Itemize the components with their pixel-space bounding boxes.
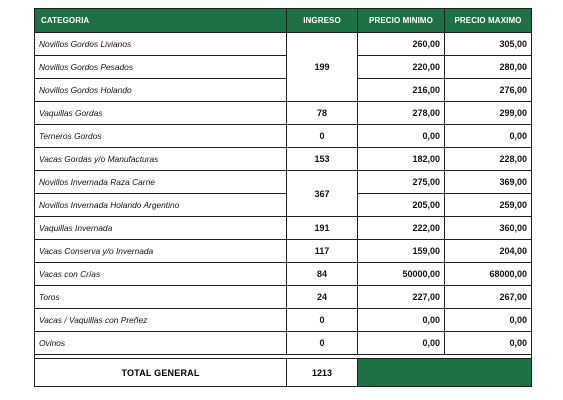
- total-row: [35, 359, 532, 387]
- precio-maximo-cell: 204,00: [445, 240, 532, 263]
- total-ingreso: 1213: [287, 359, 358, 387]
- precio-minimo-cell: 275,00: [358, 171, 445, 194]
- precio-maximo-cell: 0,00: [445, 125, 532, 148]
- ingreso-cell: 78: [287, 102, 358, 125]
- table-row: [35, 33, 532, 56]
- precio-minimo-cell: 0,00: [358, 125, 445, 148]
- precio-minimo-cell: 222,00: [358, 217, 445, 240]
- ingreso-cell: 24: [287, 286, 358, 309]
- categoria-cell: Terneros Gordos: [35, 125, 287, 148]
- ingreso-cell: 367: [287, 171, 358, 217]
- table-row: [35, 240, 532, 263]
- table-row: [35, 79, 532, 102]
- total-fill-cell: [358, 359, 532, 387]
- ingreso-cell: 84: [287, 263, 358, 286]
- table-header-row: [35, 9, 532, 33]
- precio-minimo-cell: 220,00: [358, 56, 445, 79]
- precio-minimo-cell: 216,00: [358, 79, 445, 102]
- precio-minimo-cell: 0,00: [358, 332, 445, 355]
- table-row: [35, 194, 532, 217]
- ingreso-cell: 153: [287, 148, 358, 171]
- table-row: [35, 309, 532, 332]
- ingreso-cell: 191: [287, 217, 358, 240]
- table-row: [35, 286, 532, 309]
- ingreso-cell: 199: [287, 33, 358, 102]
- header-precio-maximo: PRECIO MAXIMO: [445, 9, 532, 33]
- ingreso-cell: 0: [287, 309, 358, 332]
- precio-maximo-cell: 267,00: [445, 286, 532, 309]
- precio-maximo-cell: 68000,00: [445, 263, 532, 286]
- precio-maximo-cell: 276,00: [445, 79, 532, 102]
- categoria-cell: Novillos Invernada Raza Carne: [35, 171, 287, 194]
- header-ingreso: INGRESO: [287, 9, 358, 33]
- precio-minimo-cell: 0,00: [358, 309, 445, 332]
- table-body: [35, 33, 532, 355]
- table-row: [35, 263, 532, 286]
- categoria-cell: Vacas Gordas y/o Manufacturas: [35, 148, 287, 171]
- table-row: [35, 148, 532, 171]
- categoria-cell: Novillos Gordos Livianos: [35, 33, 287, 56]
- categoria-cell: Vacas con Crías: [35, 263, 287, 286]
- precio-minimo-cell: 260,00: [358, 33, 445, 56]
- precio-maximo-cell: 0,00: [445, 309, 532, 332]
- table-row: [35, 102, 532, 125]
- precio-maximo-cell: 305,00: [445, 33, 532, 56]
- categoria-cell: Novillos Invernada Holando Argentino: [35, 194, 287, 217]
- precio-minimo-cell: 278,00: [358, 102, 445, 125]
- categoria-cell: Toros: [35, 286, 287, 309]
- precio-minimo-cell: 205,00: [358, 194, 445, 217]
- precio-maximo-cell: 369,00: [445, 171, 532, 194]
- total-label: TOTAL GENERAL: [35, 359, 287, 387]
- header-precio-minimo: PRECIO MINIMO: [358, 9, 445, 33]
- precio-maximo-cell: 259,00: [445, 194, 532, 217]
- categoria-cell: Vacas / Vaquillas con Preñez: [35, 309, 287, 332]
- precio-minimo-cell: 182,00: [358, 148, 445, 171]
- categoria-cell: Vaquillas Invernada: [35, 217, 287, 240]
- categoria-cell: Vacas Conserva y/o Invernada: [35, 240, 287, 263]
- table-row: [35, 56, 532, 79]
- categoria-cell: Novillos Gordos Holando: [35, 79, 287, 102]
- categoria-cell: Novillos Gordos Pesados: [35, 56, 287, 79]
- categoria-cell: Ovinos: [35, 332, 287, 355]
- table-row: [35, 171, 532, 194]
- precio-maximo-cell: 228,00: [445, 148, 532, 171]
- precio-minimo-cell: 227,00: [358, 286, 445, 309]
- livestock-price-table: [34, 8, 532, 387]
- header-categoria: CATEGORIA: [35, 9, 287, 33]
- precio-maximo-cell: 299,00: [445, 102, 532, 125]
- precio-maximo-cell: 0,00: [445, 332, 532, 355]
- ingreso-cell: 0: [287, 332, 358, 355]
- precio-minimo-cell: 159,00: [358, 240, 445, 263]
- precio-minimo-cell: 50000,00: [358, 263, 445, 286]
- table-row: [35, 217, 532, 240]
- ingreso-cell: 0: [287, 125, 358, 148]
- table-row: [35, 125, 532, 148]
- precio-maximo-cell: 280,00: [445, 56, 532, 79]
- ingreso-cell: 117: [287, 240, 358, 263]
- table-row: [35, 332, 532, 355]
- categoria-cell: Vaquillas Gordas: [35, 102, 287, 125]
- precio-maximo-cell: 360,00: [445, 217, 532, 240]
